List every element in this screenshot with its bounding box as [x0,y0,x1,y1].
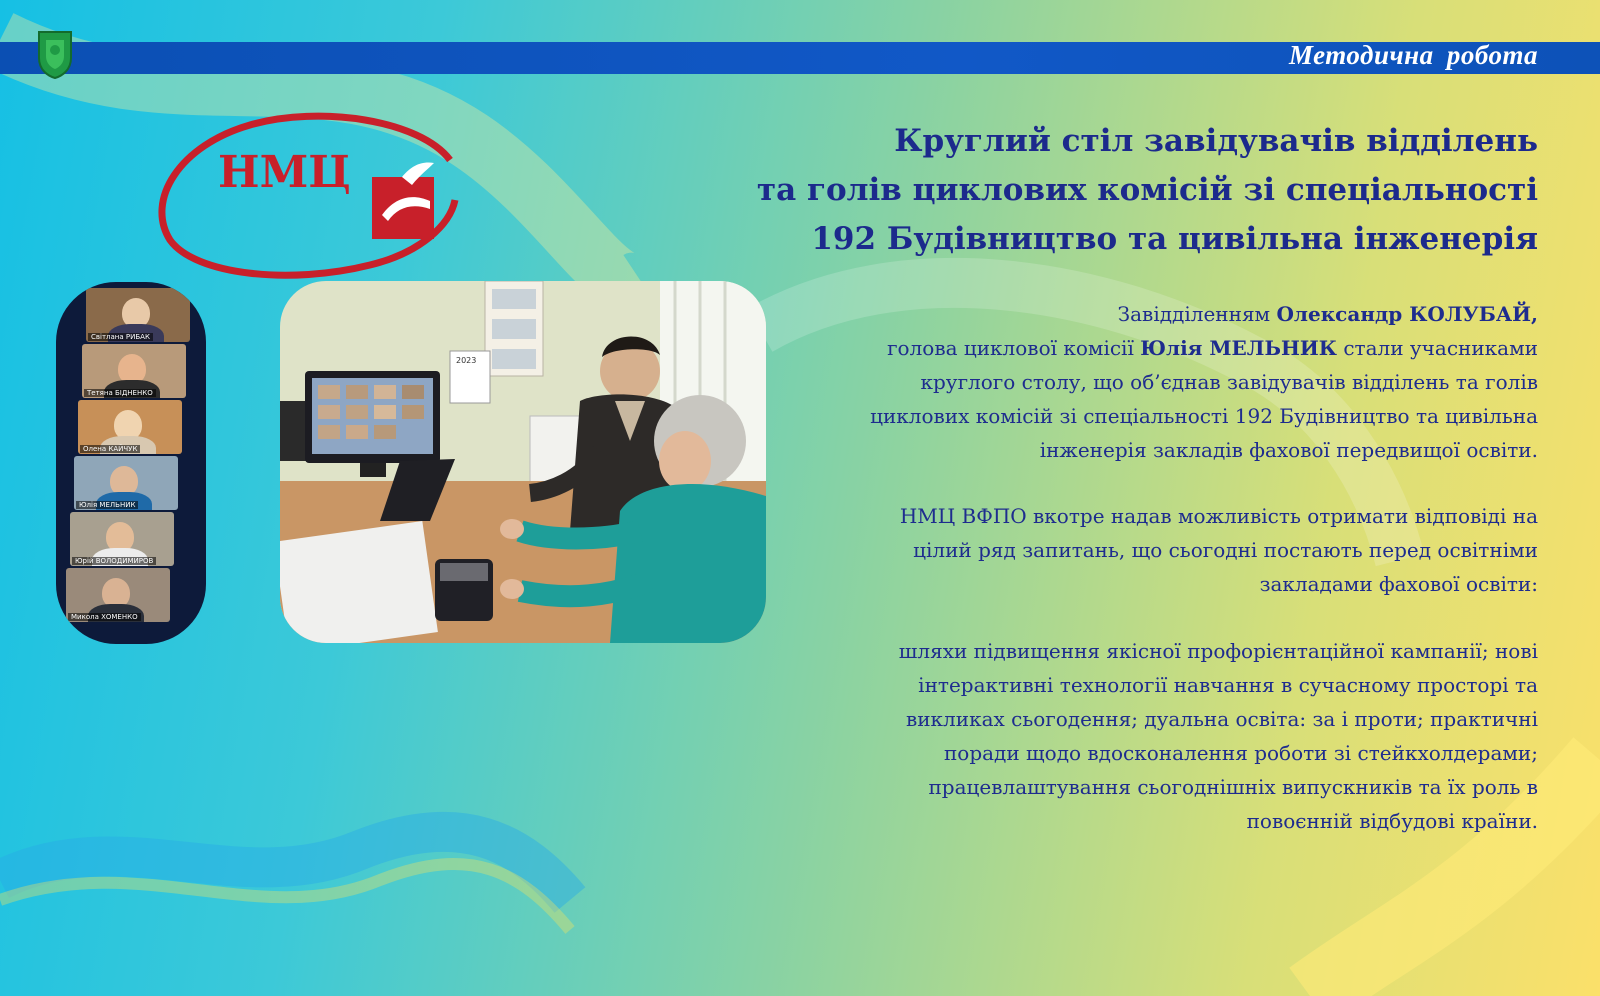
paragraph-line: інженерія закладів фахової передвищої освіти. [1039,438,1538,462]
participant-tile [70,512,174,566]
participant-tile [82,344,186,398]
paragraph-line: закладами фахової освіти: [1259,572,1538,596]
page-title [638,117,1538,264]
paragraph-line: працевлаштування сьогоднішніх випускників та їх роль в [928,775,1538,799]
coat-of-arms-icon [36,28,74,80]
office-photo [280,281,766,643]
topics-paragraph [778,634,1538,838]
participant-tile [78,400,182,454]
participant-name: Тетяна БІДНЕНКО [84,389,156,397]
paragraph-line: поради щодо вдосконалення роботи зі стейкхолдерами; [943,741,1538,765]
section-label: Методична робота [1289,40,1538,70]
participant-tile [66,568,170,622]
text: голова циклової комісії [887,336,1141,360]
participant-name: Юлія МЕЛЬНИК [76,501,138,509]
paragraph-line: цілий ряд запитань, що сьогодні постають перед освітніми [913,538,1538,562]
participant-tile [74,456,178,510]
participant-name: Олена КАЙЧУК [80,445,140,453]
text: стали учасниками [1336,336,1538,360]
title-line: та голів циклових комісій зі спеціальності [756,172,1538,208]
name-kolubai: Олександр КОЛУБАЙ, [1276,302,1538,326]
text: Завідділенням [1117,302,1277,326]
nmc-paragraph [778,499,1538,601]
participant-name: Микола ХОМЕНКО [68,613,141,621]
paragraph-line [778,331,1538,365]
intro-paragraph [778,297,1538,467]
title-line: Круглий стіл завідувачів відділень [894,123,1538,159]
name-melnyk: Юлія МЕЛЬНИК [1140,336,1337,360]
title-line: 192 Будівництво та цивільна інженерія [811,221,1538,257]
paragraph-line: циклових комісій зі спеціальності 192 Будівництво та цивільна [870,404,1538,428]
paragraph-line: шляхи підвищення якісної профорієнтаційної кампанії; нові [898,639,1538,663]
logo-text: НМЦ [218,147,351,198]
paragraph-line: НМЦ ВФПО вкотре надав можливість отримати відповіді на [899,504,1538,528]
participant-name: Юрій ВОЛОДИМИРОВ [72,557,156,565]
paragraph-line: викликах сьогодення; дуальна освіта: за і проти; практичні [905,707,1538,731]
participant-tile [86,288,190,342]
paragraph-line [778,297,1538,331]
paragraph-line: інтерактивні технології навчання в сучасному просторі та [918,673,1538,697]
office-photo-scene [280,281,766,643]
paragraph-line: круглого столу, що об’єднав завідувачів відділень та голів [920,370,1538,394]
video-call-strip-image [56,282,206,644]
paragraph-line: повоєнній відбудові країни. [1246,809,1538,833]
participant-name: Світлана РИБАК [88,333,153,341]
nmc-logo-icon [150,105,470,285]
calendar-year: 2023 [456,356,477,365]
